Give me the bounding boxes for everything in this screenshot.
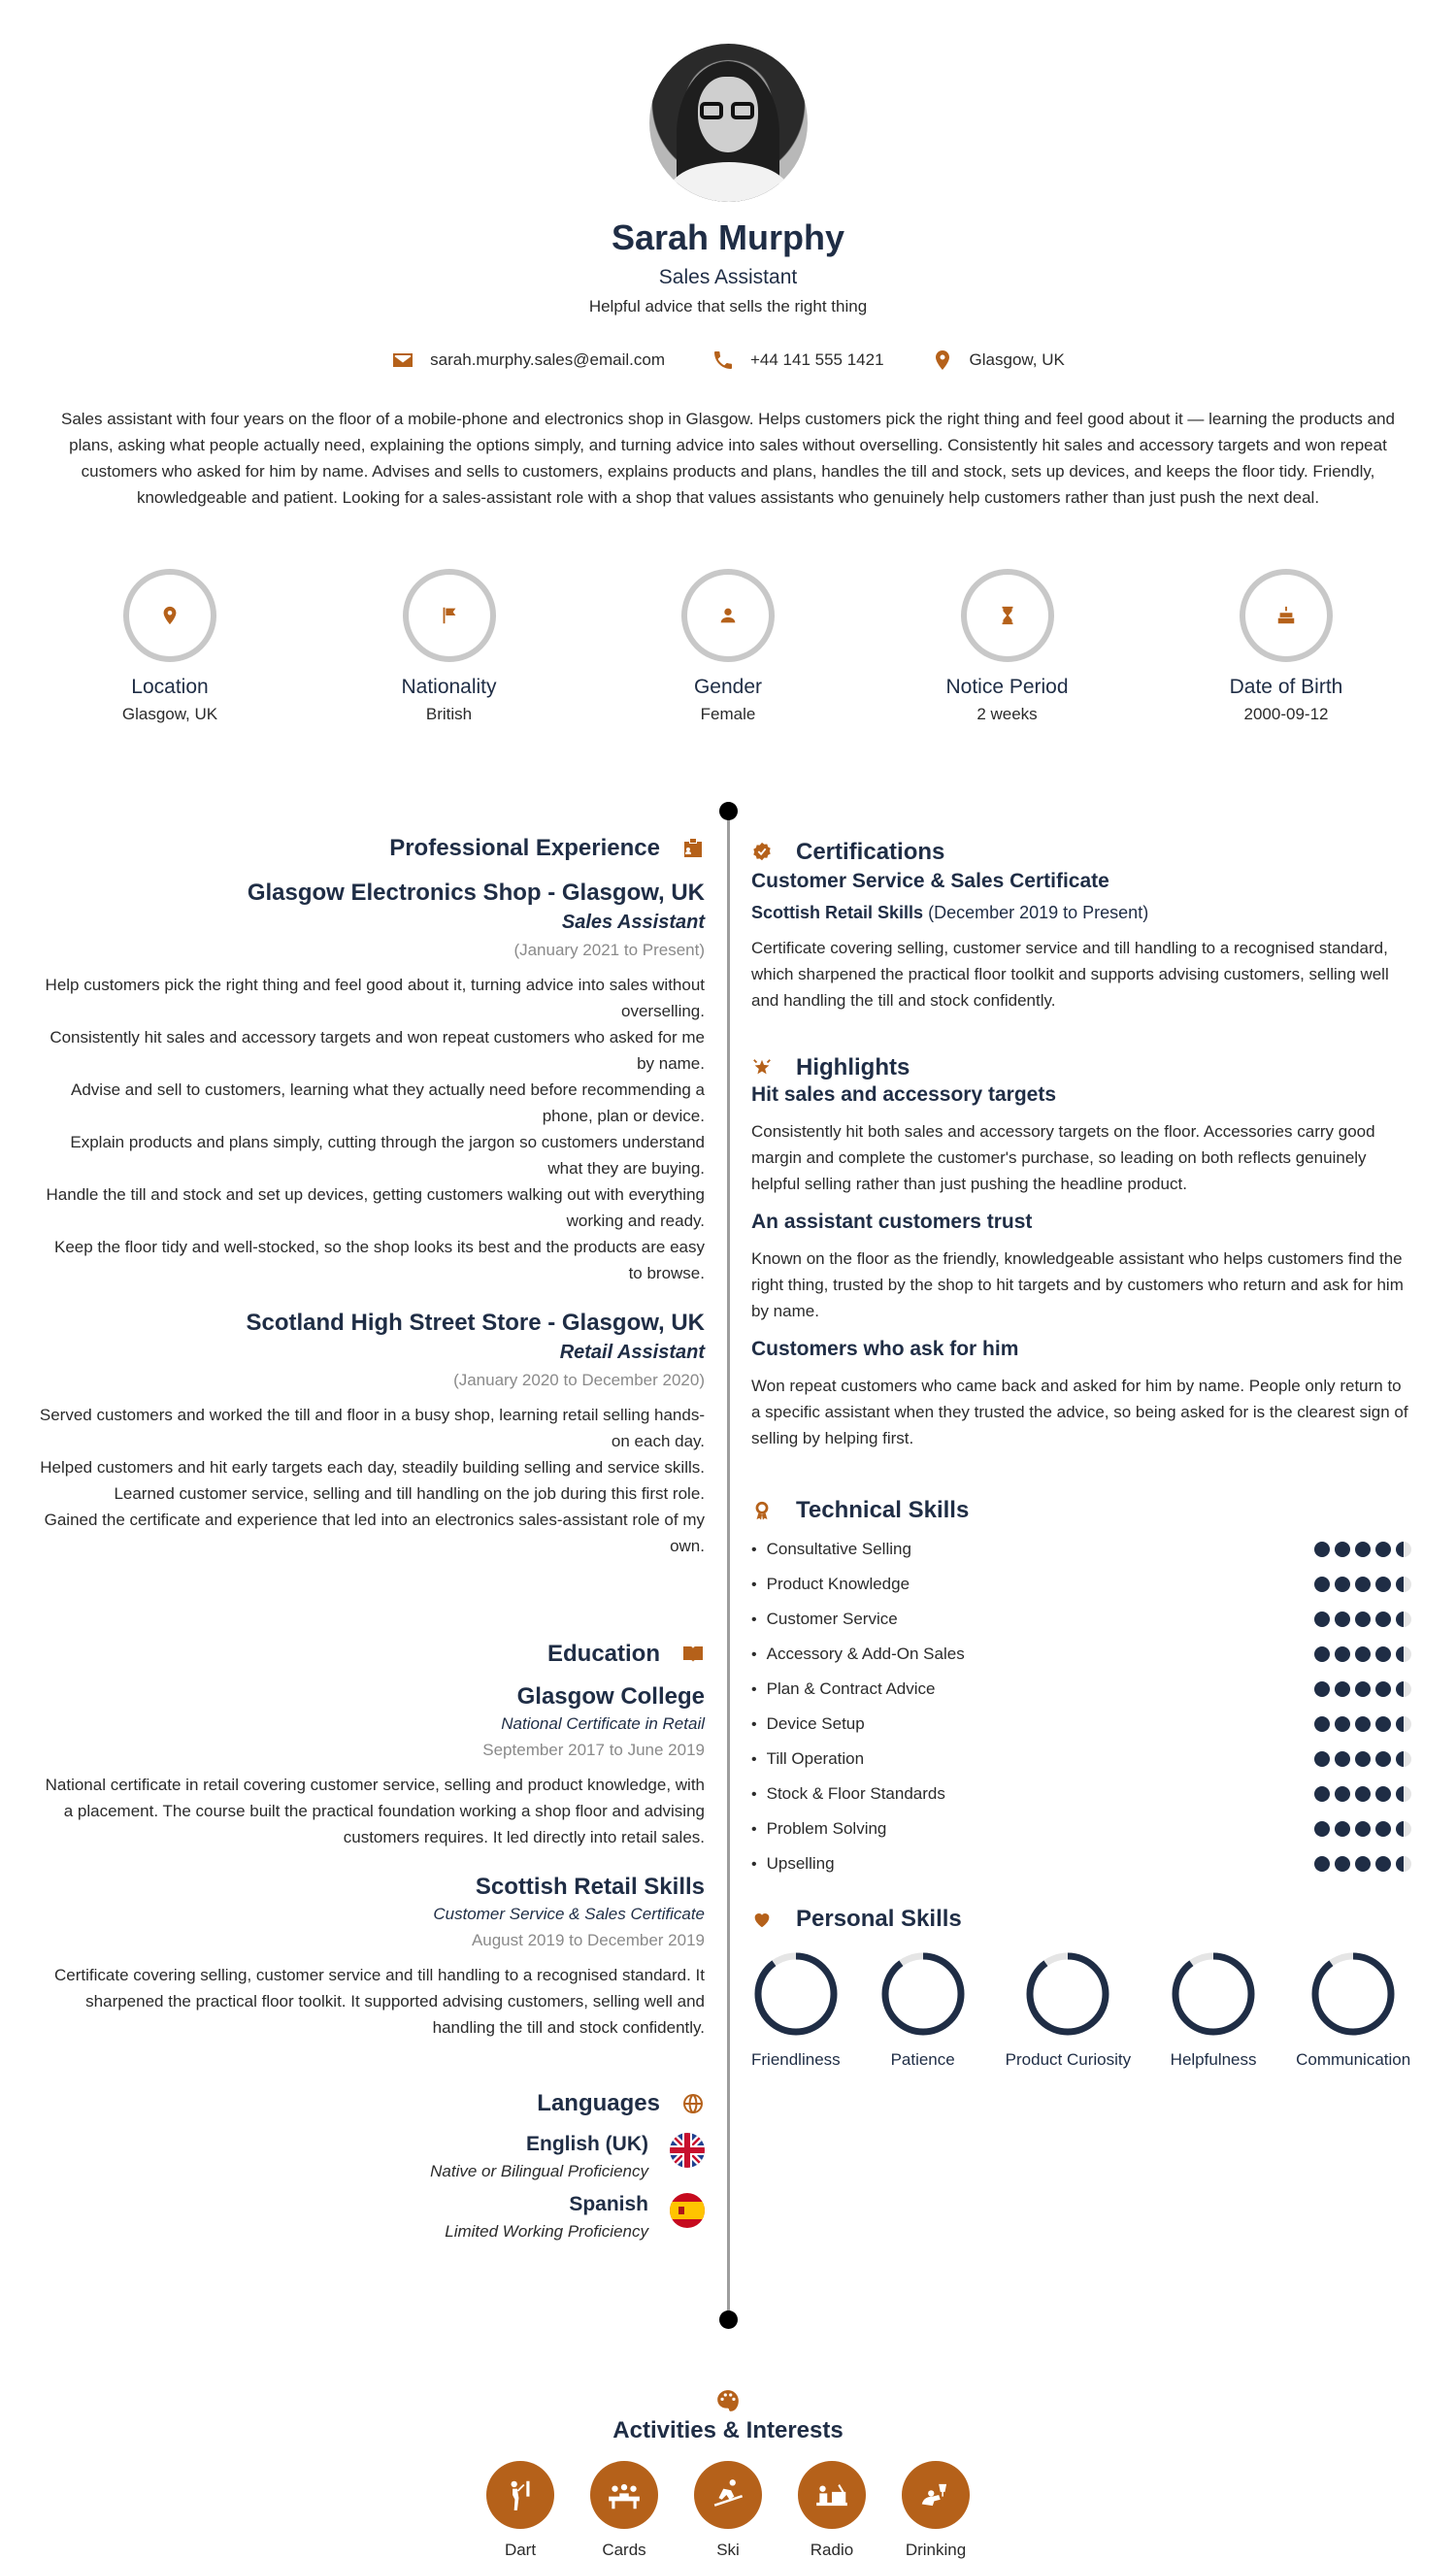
job-line: Explain products and plans simply, cutting through the jargon so customers understand what they are buying. [70, 1133, 705, 1178]
rating-dot [1335, 1577, 1350, 1592]
rating-dot [1396, 1577, 1411, 1592]
flag-icon [439, 605, 460, 626]
skill-name: • Plan & Contract Advice [751, 1679, 935, 1699]
interest-item [486, 2461, 554, 2559]
rating-dot [1375, 1577, 1391, 1592]
timeline-start-dot [719, 802, 738, 820]
cards-icon [606, 2476, 643, 2513]
job-line: Served customers and worked the till and floor in a busy shop, learning retail selling hands-on each day. [39, 1406, 705, 1450]
job-line: Handle the till and stock and set up devices, getting customers walking out with everything working and ready. [46, 1185, 705, 1230]
technical-skills-section [751, 1497, 1411, 1881]
globe-icon [681, 2092, 705, 2115]
education-dates: September 2017 to June 2019 [482, 1741, 705, 1759]
personal-skill [879, 1944, 967, 2104]
fact-label: Notice Period [945, 676, 1069, 698]
certifications-section [751, 839, 1411, 1014]
language-level: Limited Working Proficiency [445, 2222, 648, 2241]
rating-dot [1314, 1856, 1330, 1872]
fact-label: Location [131, 676, 209, 698]
rating-dot [1396, 1542, 1411, 1557]
fact-value: British [425, 705, 473, 723]
certificate-description: Certificate covering selling, customer service and till handling to a recognised standard, which sharpened the practical floor toolkit and supports advising customers, selling well and handling the till and stock confidently. [751, 939, 1389, 1010]
skill-name: • Stock & Floor Standards [751, 1784, 945, 1804]
interests-list [0, 2461, 1456, 2559]
skill-row [751, 1707, 1411, 1742]
skill-rating [1314, 1542, 1411, 1557]
rating-dot [1355, 1856, 1371, 1872]
rating-dot [1396, 1681, 1411, 1697]
section-heading [39, 1641, 705, 1668]
skill-row [751, 1742, 1411, 1777]
location-text: Glasgow, UK [969, 350, 1065, 369]
email-icon [391, 349, 414, 372]
language-name: Spanish [569, 2193, 648, 2215]
language-name: English (UK) [526, 2133, 648, 2155]
rating-dot [1375, 1821, 1391, 1837]
skill-progress-ring [1024, 1950, 1111, 2038]
drinking-icon [917, 2476, 954, 2513]
personal-skills-list [751, 1944, 1411, 2104]
education-section [39, 1641, 705, 2041]
job-line: Advise and sell to customers, learning what they actually need before recommending a phone, plan or device. [71, 1080, 705, 1125]
highlight-text: Known on the floor as the friendly, knowledgeable assistant who helps customers find the right thing, trusted by the shop to hit targets and by customers who return and ask for him by name. [751, 1249, 1404, 1320]
section-heading [751, 1906, 1411, 1933]
rating-dot [1335, 1542, 1350, 1557]
ring-fill [1030, 1956, 1106, 2032]
skill-row [751, 1567, 1411, 1602]
skill-rating [1314, 1612, 1411, 1627]
section-heading [751, 1497, 1411, 1524]
skill-name: • Customer Service [751, 1610, 898, 1629]
job-line: Help customers pick the right thing and feel good about it, turning advice into sales without overselling. [45, 976, 705, 1020]
rating-dot [1335, 1856, 1350, 1872]
heart-icon [751, 1909, 773, 1930]
rating-dot [1375, 1856, 1391, 1872]
skill-row [751, 1846, 1411, 1881]
highlight-text: Won repeat customers who came back and asked for him by name. People only return to a specific assistant when they trusted the advice, so being asked for is the clearest sign of selling by helping first. [751, 1377, 1408, 1447]
personal-skill-label: Helpfulness [1170, 2050, 1257, 2069]
degree-name: National Certificate in Retail [501, 1714, 705, 1733]
education-description: National certificate in retail covering customer service, selling and product knowledge, with a placement. The course built the practical foundation working a shop floor and advising customers requires. It led directly into retail sales. [45, 1776, 705, 1846]
skill-name: • Accessory & Add-On Sales [751, 1645, 965, 1664]
palette-icon [715, 2388, 741, 2413]
education-entry [39, 1874, 705, 2041]
personal-skill-label: Communication [1296, 2050, 1411, 2069]
job-line: Keep the floor tidy and well-stocked, so the shop looks its best and the products are easy to browse. [54, 1238, 705, 1282]
rating-dot [1355, 1821, 1371, 1837]
highlights-heading: Highlights [796, 1054, 910, 1080]
employer-name: Scotland High Street Store - Glasgow, UK [246, 1310, 705, 1336]
education-dates: August 2019 to December 2019 [471, 1931, 705, 1949]
skill-name: • Consultative Selling [751, 1540, 911, 1559]
section-heading [751, 1054, 1411, 1081]
highlight-text: Consistently hit both sales and accessory targets on the floor. Accessories carry good margin and complete the customer's purchase, so leading on both reflects genuinely helpful selling rather than just pushing the headline product. [751, 1122, 1375, 1193]
fact-value: 2 weeks [976, 705, 1038, 723]
skill-name: • Device Setup [751, 1714, 865, 1734]
rating-dot [1355, 1612, 1371, 1627]
fact-nationality [328, 569, 571, 724]
job-description [39, 1402, 705, 1559]
job-line: Helped customers and hit early targets each day, steadily building selling and service skills. [40, 1458, 705, 1477]
skill-name: • Upselling [751, 1854, 835, 1874]
rating-dot [1314, 1681, 1330, 1697]
skill-name: • Problem Solving [751, 1819, 886, 1839]
job-line: Gained the certificate and experience that led into an electronics sales-assistant role of my own. [44, 1511, 705, 1555]
languages-section [39, 2090, 705, 2242]
phone-contact[interactable] [711, 349, 884, 372]
open-book-icon [681, 1643, 705, 1666]
rating-dot [1314, 1751, 1330, 1767]
rating-dot [1335, 1821, 1350, 1837]
fact-gender [607, 569, 849, 724]
rating-dot [1375, 1646, 1391, 1662]
personal-skill [751, 1944, 841, 2104]
rating-dot [1355, 1646, 1371, 1662]
email-contact[interactable] [391, 349, 665, 372]
rating-dot [1375, 1542, 1391, 1557]
rating-dot [1355, 1716, 1371, 1732]
map-pin-icon [931, 349, 954, 372]
certificate-issuer [751, 903, 1411, 923]
ring-fill [1315, 1956, 1391, 2032]
skill-row [751, 1672, 1411, 1707]
language-level: Native or Bilingual Proficiency [430, 2162, 648, 2180]
phone-icon [711, 349, 735, 372]
interest-label: Drinking [905, 2541, 967, 2559]
interests-heading: Activities & Interests [612, 2417, 844, 2443]
profile-summary: Sales assistant with four years on the floor of a mobile-phone and electronics shop in Glasgow. Helps customers pick the right thing and feel good about it — learning the products and plans, asking what people actually need, explaining the options simply, and turning advice into sales without overselling. Consistently hit sales and accessory targets and won repeat customers who asked for him by name. Advises and sells to customers, explains products and plans, handles the till and stock, sets up devices, and keeps the floor tidy. Friendly, knowledgeable and patient. Looking for a sales-assistant role with a shop that values assistants who genuinely help customers rather than just push the next deal. [60, 410, 1395, 507]
rating-dot [1375, 1681, 1391, 1697]
rating-dot [1396, 1751, 1411, 1767]
job-entry [39, 880, 705, 1286]
ring-fill [758, 1956, 834, 2032]
personal-skills-section [751, 1906, 1411, 2104]
skill-name: • Product Knowledge [751, 1575, 910, 1594]
education-heading: Education [546, 1641, 660, 1667]
rating-dot [1355, 1751, 1371, 1767]
technical-skills-heading: Technical Skills [796, 1497, 970, 1523]
id-badge-icon [681, 837, 705, 860]
interest-label: Cards [602, 2541, 646, 2559]
fact-location [49, 569, 291, 724]
uk-flag-icon [670, 2133, 705, 2168]
fact-value: Glasgow, UK [121, 705, 218, 723]
fact-label: Nationality [401, 676, 497, 698]
skill-rating [1314, 1751, 1411, 1767]
rating-dot [1396, 1786, 1411, 1802]
employer-name: Glasgow Electronics Shop - Glasgow, UK [247, 880, 705, 906]
rating-dot [1314, 1786, 1330, 1802]
experience-heading: Professional Experience [389, 835, 660, 861]
phone-text[interactable]: +44 141 555 1421 [749, 350, 884, 369]
rating-dot [1396, 1716, 1411, 1732]
personal-facts [49, 569, 1407, 724]
job-role: Retail Assistant [559, 1342, 705, 1363]
tagline: Helpful advice that sells the right thing [588, 297, 868, 316]
fact-label: Date of Birth [1229, 676, 1343, 698]
certified-badge-icon [751, 842, 773, 863]
fact-value: 2000-09-12 [1243, 705, 1329, 723]
profile-photo [649, 44, 808, 202]
section-heading [39, 2090, 705, 2117]
highlight-title: Hit sales and accessory targets [751, 1083, 1056, 1106]
highlight-title: Customers who ask for him [751, 1338, 1019, 1360]
timeline-line [727, 812, 730, 2320]
timeline-end-dot [719, 2310, 738, 2329]
fact-notice-period [886, 569, 1129, 724]
rating-dot [1335, 1612, 1350, 1627]
rating-dot [1314, 1716, 1330, 1732]
rating-dot [1375, 1716, 1391, 1732]
rating-dot [1375, 1612, 1391, 1627]
skill-progress-ring [752, 1950, 840, 2038]
award-ribbon-icon [751, 1500, 773, 1521]
skill-rating [1314, 1646, 1411, 1662]
ski-icon [710, 2476, 746, 2513]
skill-row [751, 1602, 1411, 1637]
skill-row [751, 1777, 1411, 1811]
skill-rating [1314, 1786, 1411, 1802]
job-dates: (January 2021 to Present) [513, 941, 705, 959]
skill-rating [1314, 1681, 1411, 1697]
rating-dot [1396, 1856, 1411, 1872]
skill-row [751, 1532, 1411, 1567]
technical-skills-list [751, 1532, 1411, 1881]
rating-dot [1335, 1786, 1350, 1802]
personal-skill [1006, 1944, 1131, 2104]
rating-dot [1314, 1612, 1330, 1627]
certificate-period: (December 2019 to Present) [928, 903, 1149, 922]
rating-dot [1396, 1612, 1411, 1627]
rating-dot [1355, 1542, 1371, 1557]
job-dates: (January 2020 to December 2020) [453, 1371, 705, 1389]
section-heading [39, 835, 705, 862]
job-line: Consistently hit sales and accessory targets and won repeat customers who asked for me by name. [50, 1028, 705, 1073]
languages-heading: Languages [537, 2090, 660, 2116]
interest-item [694, 2461, 762, 2559]
interest-item [798, 2461, 866, 2559]
rating-dot [1335, 1751, 1350, 1767]
rating-dot [1375, 1786, 1391, 1802]
rating-dot [1314, 1646, 1330, 1662]
certifications-heading: Certifications [796, 839, 945, 865]
rating-dot [1396, 1646, 1411, 1662]
rating-dot [1355, 1681, 1371, 1697]
spain-flag-icon [670, 2193, 705, 2228]
rating-dot [1314, 1821, 1330, 1837]
personal-skill [1296, 1944, 1410, 2104]
fact-date-of-birth [1165, 569, 1407, 724]
skill-progress-ring [1170, 1950, 1257, 2038]
highlights-section [751, 1054, 1411, 1451]
job-entry [39, 1310, 705, 1559]
rating-dot [1314, 1542, 1330, 1557]
education-description: Certificate covering selling, customer service and till handling to a recognised standard. It sharpened the practical floor toolkit. It supported advising customers, selling well and handling the till and stock confidently. [54, 1966, 705, 2037]
star-burst-icon [751, 1057, 773, 1079]
skill-name: • Till Operation [751, 1749, 864, 1769]
highlight-title: An assistant customers trust [751, 1211, 1033, 1233]
rating-dot [1355, 1577, 1371, 1592]
personal-skill-label: Friendliness [751, 2050, 841, 2069]
rating-dot [1335, 1646, 1350, 1662]
job-line: Learned customer service, selling and till handling on the job during this first role. [114, 1484, 705, 1503]
school-name: Glasgow College [516, 1683, 705, 1710]
fact-label: Gender [693, 676, 763, 698]
interest-label: Ski [716, 2541, 740, 2559]
email-text[interactable]: sarah.murphy.sales@email.com [430, 350, 665, 369]
ring-fill [885, 1956, 961, 2032]
personal-skill [1170, 1944, 1257, 2104]
interest-item [590, 2461, 658, 2559]
job-role: Sales Assistant [561, 912, 705, 933]
cake-icon [1275, 605, 1297, 626]
interest-item [902, 2461, 970, 2559]
skill-progress-ring [1309, 1950, 1397, 2038]
skill-row [751, 1811, 1411, 1846]
job-description [39, 972, 705, 1286]
personal-skill-label: Product Curiosity [1005, 2050, 1132, 2069]
hourglass-icon [997, 605, 1018, 626]
interest-label: Radio [810, 2541, 854, 2559]
candidate-name: Sarah Murphy [611, 217, 845, 257]
skill-rating [1314, 1716, 1411, 1732]
person-icon [717, 605, 739, 626]
job-title: Sales Assistant [658, 266, 798, 288]
certificate-title: Customer Service & Sales Certificate [751, 870, 1109, 892]
language-entry [39, 2193, 705, 2242]
personal-skill-label: Patience [890, 2050, 955, 2069]
rating-dot [1335, 1681, 1350, 1697]
experience-section [39, 835, 705, 1559]
language-entry [39, 2133, 705, 2181]
school-name: Scottish Retail Skills [475, 1874, 705, 1900]
radio-icon [813, 2476, 850, 2513]
skill-rating [1314, 1821, 1411, 1837]
dart-icon [502, 2476, 539, 2513]
education-entry [39, 1683, 705, 1850]
rating-dot [1355, 1786, 1371, 1802]
contact-bar [0, 349, 1456, 372]
section-heading [751, 839, 1411, 866]
skill-rating [1314, 1856, 1411, 1872]
issuer-name: Scottish Retail Skills [751, 903, 924, 922]
rating-dot [1335, 1716, 1350, 1732]
skill-row [751, 1637, 1411, 1672]
skill-rating [1314, 1577, 1411, 1592]
skill-progress-ring [879, 1950, 967, 2038]
personal-skills-heading: Personal Skills [796, 1906, 962, 1932]
rating-dot [1314, 1577, 1330, 1592]
location-contact [931, 349, 1065, 372]
rating-dot [1375, 1751, 1391, 1767]
degree-name: Customer Service & Sales Certificate [433, 1905, 705, 1923]
fact-value: Female [700, 705, 756, 723]
interest-label: Dart [504, 2541, 537, 2559]
map-pin-icon [159, 605, 181, 626]
ring-fill [1175, 1956, 1251, 2032]
rating-dot [1396, 1821, 1411, 1837]
